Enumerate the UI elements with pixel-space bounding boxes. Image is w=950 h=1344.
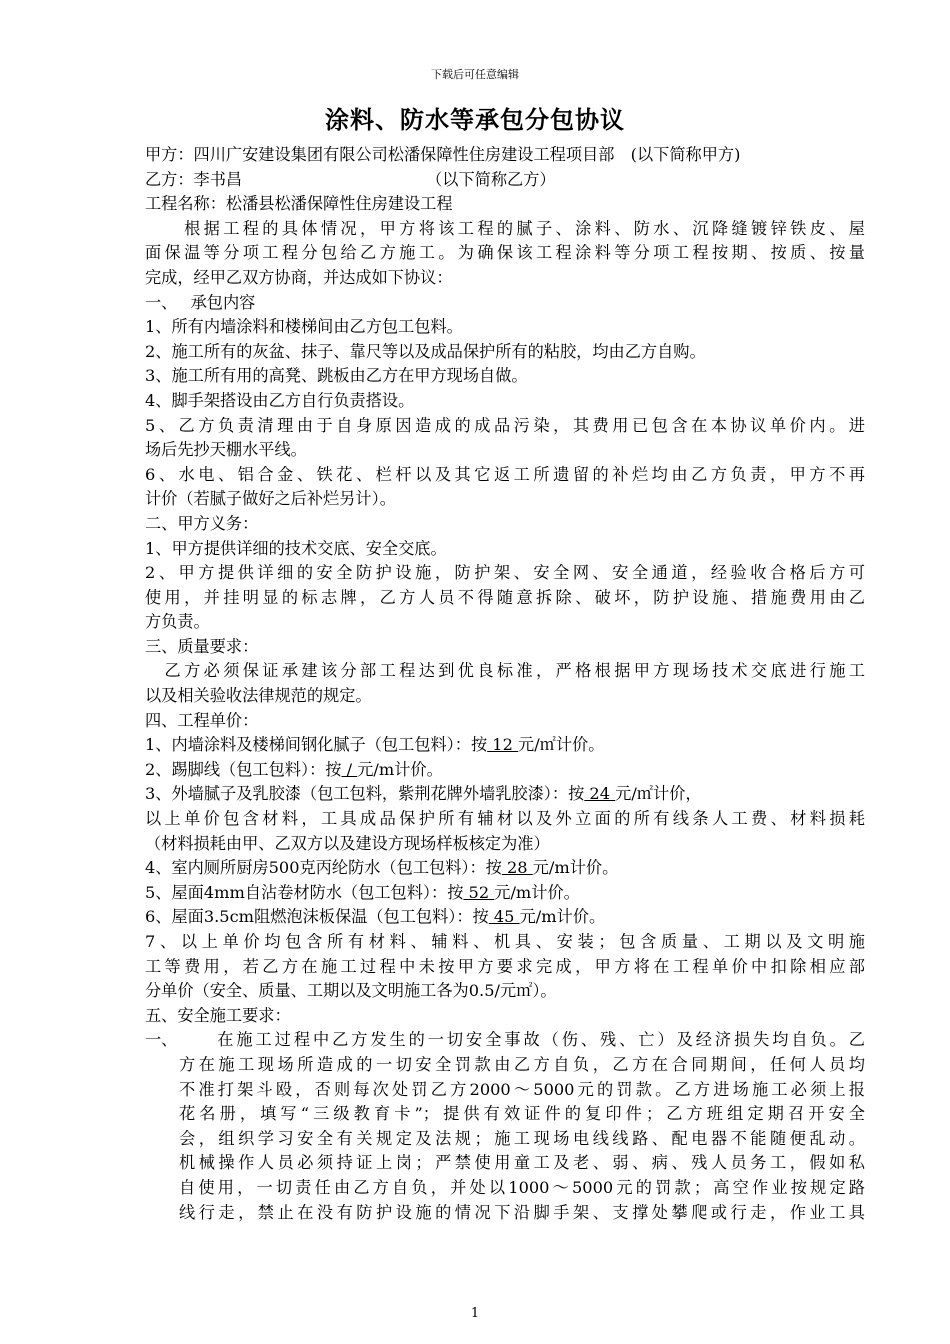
clause-line: 1、所有内墙涂料和楼梯间由乙方包工包料。 bbox=[145, 317, 463, 337]
clause-line: 6、水电、铝合金、铁花、栏杆以及其它返工所遗留的补烂均由乙方负责，甲方不再 bbox=[145, 464, 865, 484]
clause-line: 3、施工所有用的高凳、跳板由乙方在甲方现场自做。 bbox=[145, 366, 528, 386]
price-line bbox=[145, 881, 865, 906]
price-text: 4、室内厕所厨房500克丙纶防水（包工包料）：按 bbox=[145, 858, 502, 878]
price-text: 6、屋面3.5cm阻燃泡沫板保温（包工包料）：按 bbox=[145, 907, 489, 927]
clause-line: 2、甲方提供详细的安全防护设施，防护架、安全网、安全通道，经验收合格后方可 bbox=[145, 563, 865, 583]
clause-line: 1、甲方提供详细的技术交底、安全交底。 bbox=[145, 538, 447, 558]
clause-line: （材料损耗由甲、乙双方以及建设方现场样板核定为准） bbox=[145, 833, 550, 853]
section-heading: 四、工程单价： bbox=[145, 710, 259, 730]
price-value: 12 bbox=[487, 735, 519, 755]
clause-line: 以上单价包含材料，工具成品保护所有辅材以及外立面的所有线条人工费、材料损耗 bbox=[145, 809, 865, 829]
party-b-name: 乙方：李书昌 bbox=[145, 169, 243, 189]
section-heading: 二、甲方义务： bbox=[145, 513, 259, 533]
safety-line: 在施工过程中乙方发生的一切安全事故（伤、残、亡）及经济损失均自负。乙 bbox=[179, 1030, 865, 1050]
price-text: 3、外墙腻子及乳胶漆（包工包料，紫荆花牌外墙乳胶漆）：按 bbox=[145, 784, 585, 804]
clause-line: 场后先抄天棚水平线。 bbox=[145, 440, 307, 460]
safety-line: 线行走，禁止在没有防护设施的情况下沿脚手架、支撑处攀爬或行走，作业工具 bbox=[179, 1202, 865, 1222]
safety-clause-marker: 一、 bbox=[145, 1030, 178, 1050]
price-value: 24 bbox=[584, 784, 616, 804]
safety-line: 机械操作人员必须持证上岗；严禁使用童工及老、弱、病、残人员务工，假如私 bbox=[179, 1153, 865, 1173]
price-value: 28 bbox=[501, 858, 533, 878]
price-text: 2、踢脚线（包工包料）：按 bbox=[145, 759, 342, 779]
safety-line: 自使用，一切责任由乙方自负，并处以1000～5000元的罚款；高空作业按规定路 bbox=[179, 1177, 865, 1197]
price-line bbox=[145, 856, 865, 881]
clause-line: 以及相关验收法律规范的规定。 bbox=[145, 686, 372, 706]
price-unit: 元/m计价。 bbox=[519, 907, 606, 927]
document-title: 涂料、防水等承包分包协议 bbox=[325, 105, 625, 134]
intro-line: 根据工程的具体情况，甲方将该工程的腻子、涂料、防水、沉降缝镀锌铁皮、屋 bbox=[145, 218, 865, 238]
page-number: 1 bbox=[470, 1306, 480, 1321]
clause-line: 工等费用，若乙方在施工过程中未按甲方要求完成，甲方将在工程单价中扣除相应部 bbox=[145, 956, 865, 976]
price-value: 45 bbox=[488, 907, 520, 927]
clause-line: 4、脚手架搭设由乙方自行负责搭设。 bbox=[145, 390, 415, 410]
safety-line: 方在施工现场所造成的一切安全罚款由乙方自负，乙方在合同期间，任何人员均 bbox=[179, 1054, 865, 1074]
intro-line: 完成，经甲乙双方协商，并达成如下协议： bbox=[145, 267, 453, 287]
price-line bbox=[145, 733, 865, 758]
price-text: 1、内墙涂料及楼梯间钢化腻子（包工包料）：按 bbox=[145, 735, 488, 755]
clause-line: 使用，并挂明显的标志牌，乙方人员不得随意拆除、破坏，防护设施、措施费用由乙 bbox=[145, 587, 865, 607]
price-unit: 元/m计价。 bbox=[494, 882, 580, 902]
price-line bbox=[145, 782, 865, 807]
project-name-line: 工程名称：松潘县松潘保障性住房建设工程 bbox=[145, 194, 453, 214]
clause-line: 5、乙方负责清理由于自身原因造成的成品污染，其费用已包含在本协议单价内。进 bbox=[145, 415, 865, 435]
clause-line: 计价（若腻子做好之后补烂另计）。 bbox=[145, 489, 396, 509]
safety-clause bbox=[145, 1028, 865, 1225]
section-heading: 一、 承包内容 bbox=[145, 292, 256, 312]
price-value: 52 bbox=[463, 882, 495, 902]
price-text: 5、屋面4mm自沾卷材防水（包工包料）：按 bbox=[145, 882, 464, 902]
price-unit: 元/m计价。 bbox=[532, 858, 619, 878]
price-unit: 元/㎡计价。 bbox=[518, 735, 605, 755]
clause-line: 乙方必须保证承建该分部工程达到优良标准，严格根据甲方现场技术交底进行施工 bbox=[145, 661, 865, 681]
price-line bbox=[145, 905, 865, 930]
party-a-line: 甲方：四川广安建设集团有限公司松潘保障性住房建设工程项目部 (以下简称甲方) bbox=[145, 145, 741, 164]
price-line bbox=[145, 758, 865, 783]
header-note: 下载后可任意编辑 bbox=[431, 68, 519, 81]
intro-line: 面保温等分项工程分包给乙方施工。为确保该工程涂料等分项工程按期、按质、按量 bbox=[145, 243, 865, 263]
party-b-line bbox=[145, 168, 865, 193]
clause-line: 7、以上单价均包含所有材料、辅料、机具、安装；包含质量、工期以及文明施 bbox=[145, 932, 865, 951]
section-heading: 三、质量要求： bbox=[145, 636, 259, 656]
safety-line: 花名册，填写“三级教育卡”；提供有效证件的复印件；乙方班组定期召开安全 bbox=[179, 1104, 865, 1124]
party-b-alias: （以下简称乙方） bbox=[426, 169, 556, 189]
price-unit: 元/㎡计价， bbox=[615, 784, 702, 804]
safety-line: 不准打架斗殴，否则每次处罚乙方2000～5000元的罚款。乙方进场施工必须上报 bbox=[179, 1079, 865, 1099]
price-value: / bbox=[341, 759, 358, 779]
section-heading: 五、安全施工要求： bbox=[145, 1005, 291, 1025]
clause-line: 方负责。 bbox=[145, 612, 210, 632]
price-unit: 元/m计价。 bbox=[357, 759, 443, 779]
clause-line: 分单价（安全、质量、工期以及文明施工各为0.5/元㎡）。 bbox=[145, 981, 557, 1001]
clause-line: 2、施工所有的灰盆、抹子、靠尺等以及成品保护所有的粘胶，均由乙方自购。 bbox=[145, 341, 706, 361]
safety-line: 会，组织学习安全有关规定及法规；施工现场电线线路、配电器不能随便乱动。 bbox=[179, 1128, 865, 1148]
document-body bbox=[145, 143, 865, 1225]
